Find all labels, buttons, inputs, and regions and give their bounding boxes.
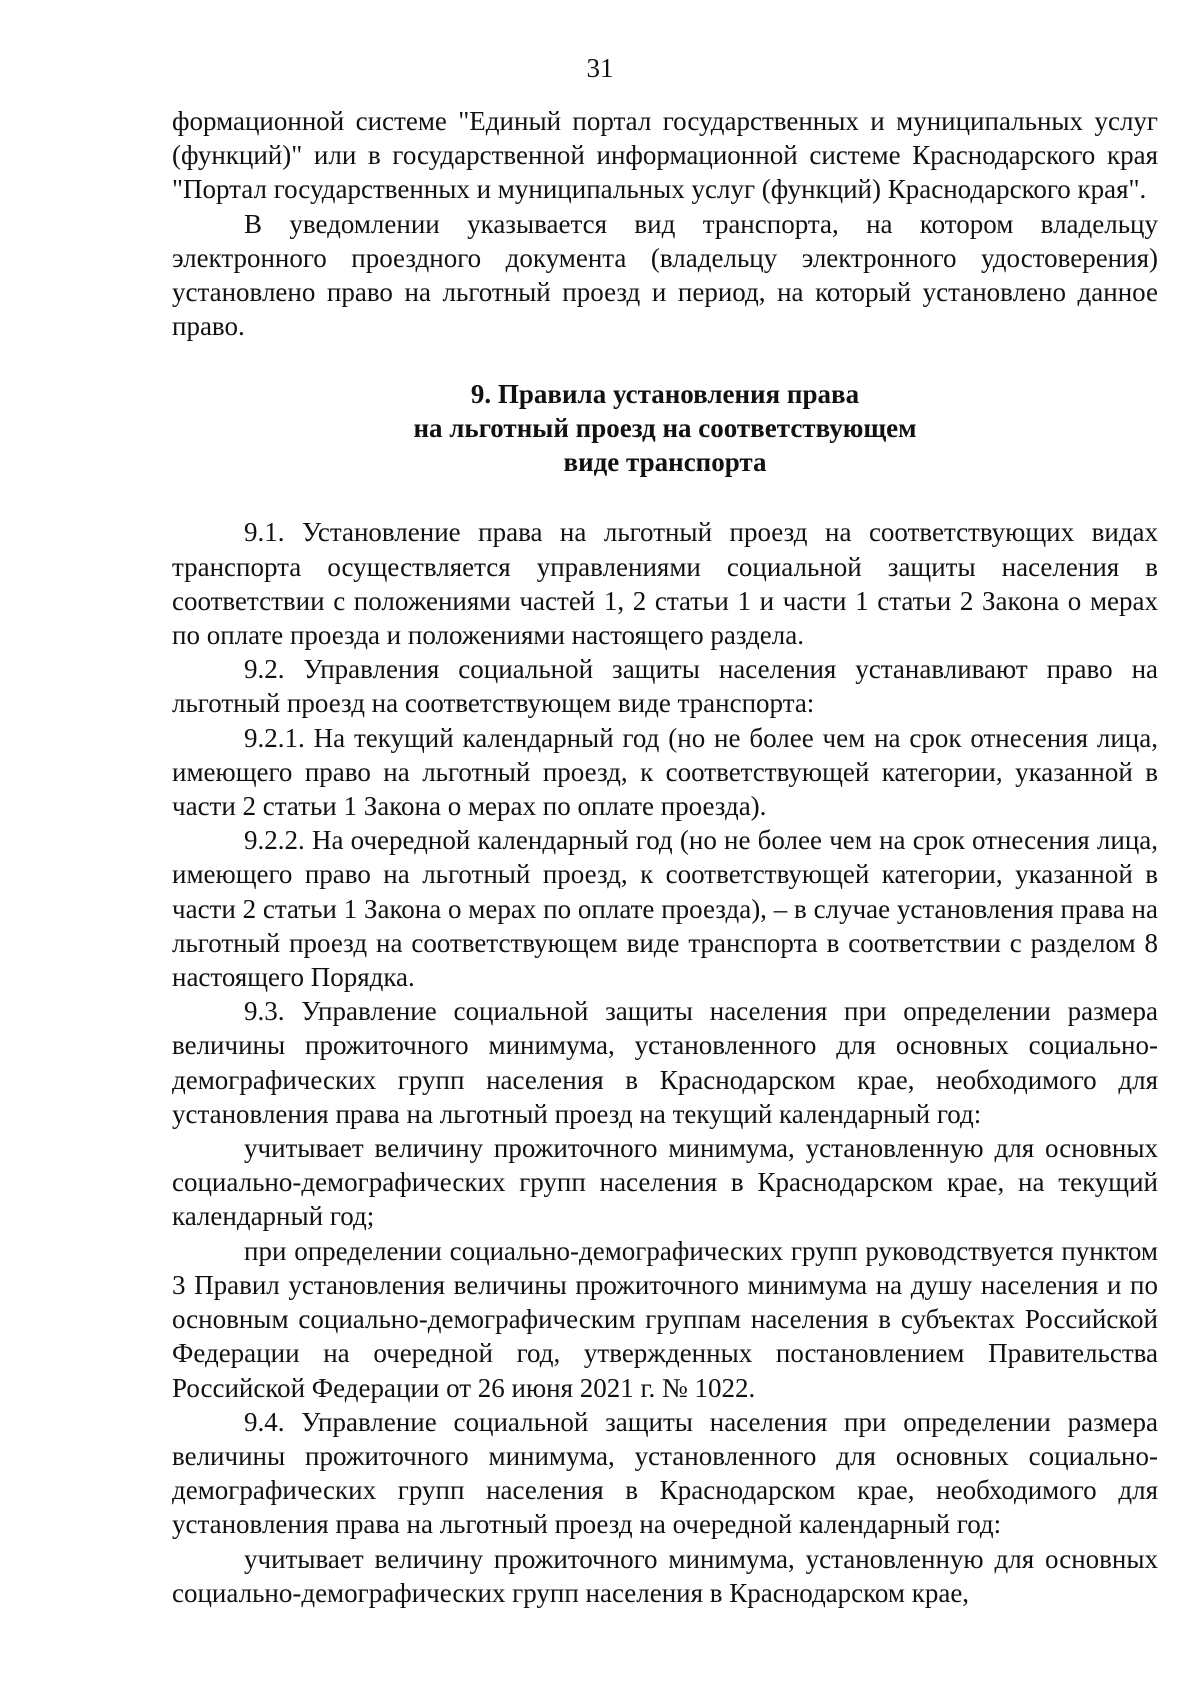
section-heading-line-2: на льготный проезд на соответствующем (413, 413, 917, 444)
page-number: 31 (586, 53, 614, 83)
section-heading (172, 377, 1158, 479)
paragraph-9-4: 9.4. Управление социальной защиты населения при определении размера величины прожиточного минимума, установленного для основных социально-демографических групп населения в Краснодарском крае, необходимого для установления права на льготный проезд на очередной календарный год: (172, 1406, 1158, 1540)
document-body (172, 104, 1158, 1610)
paragraph-9-3-item-2: при определении социально-демографических групп руководствуется пунктом 3 Правил установления величины прожиточного минимума на душу населения и по основным социально-демографическим группам населения в субъектах Российской Федерации на очередной год, утвержденных постановлением Правительства Российской Федерации от 26 июня 2021 г. № 1022. (172, 1235, 1158, 1403)
paragraph-9-3: 9.3. Управление социальной защиты населения при определении размера величины прожиточного минимума, установленного для основных социально-демографических групп населения в Краснодарском крае, необходимого для установления права на льготный проезд на текущий календарный год: (172, 996, 1158, 1129)
paragraph-9-4-item-1: учитывает величину прожиточного минимума, установленную для основных социально-демографических групп населения в Краснодарском крае, (172, 1543, 1158, 1608)
paragraph-9-2-1: 9.2.1. На текущий календарный год (но не более чем на срок отнесения лица, имеющего право на льготный проезд, к соответствующей категории, указанной в части 2 статьи 1 Закона о мерах по оплате проезда). (172, 722, 1158, 822)
paragraph-continuation: формационной системе "Единый портал государственных и муниципальных услуг (функций)" или в государственной информационной системе Краснодарского края "Портал государственных и муниципальных услуг (функций) Краснодарского края". (172, 106, 1158, 205)
paragraph-9-2: 9.2. Управления социальной защиты населения устанавливают право на льготный проезд на соответствующем виде транспорта: (172, 654, 1158, 719)
paragraph-9-1: 9.1. Установление права на льготный проезд на соответствующих видах транспорта осуществляется управлениями социальной защиты населения в соответствии с положениями частей 1, 2 статьи 1 и части 1 статьи 2 Закона о мерах по оплате проезда и положениями настоящего раздела. (172, 517, 1158, 651)
section-heading-line-3: виде транспорта (563, 447, 767, 478)
paragraph-notification: В уведомлении указывается вид транспорта, на котором владельцу электронного проездного документа (владельцу электронного удостоверения) установлено право на льготный проезд и период, на который установлено данное право. (172, 208, 1158, 342)
paragraph-9-3-item-1: учитывает величину прожиточного минимума, установленную для основных социально-демографических групп населения в Краснодарском крае, на текущий календарный год; (172, 1133, 1158, 1232)
paragraph-9-2-2: 9.2.2. На очередной календарный год (но не более чем на срок отнесения лица, имеющего право на льготный проезд, к соответствующей категории, указанной в части 2 статьи 1 Закона о мерах по оплате проезда), – в случае установления права на льготный проезд на соответствующем виде транспорта в соответствии с разделом 8 настоящего Порядка. (172, 825, 1158, 993)
section-heading-line-1: 9. Правила установления права (470, 379, 860, 410)
